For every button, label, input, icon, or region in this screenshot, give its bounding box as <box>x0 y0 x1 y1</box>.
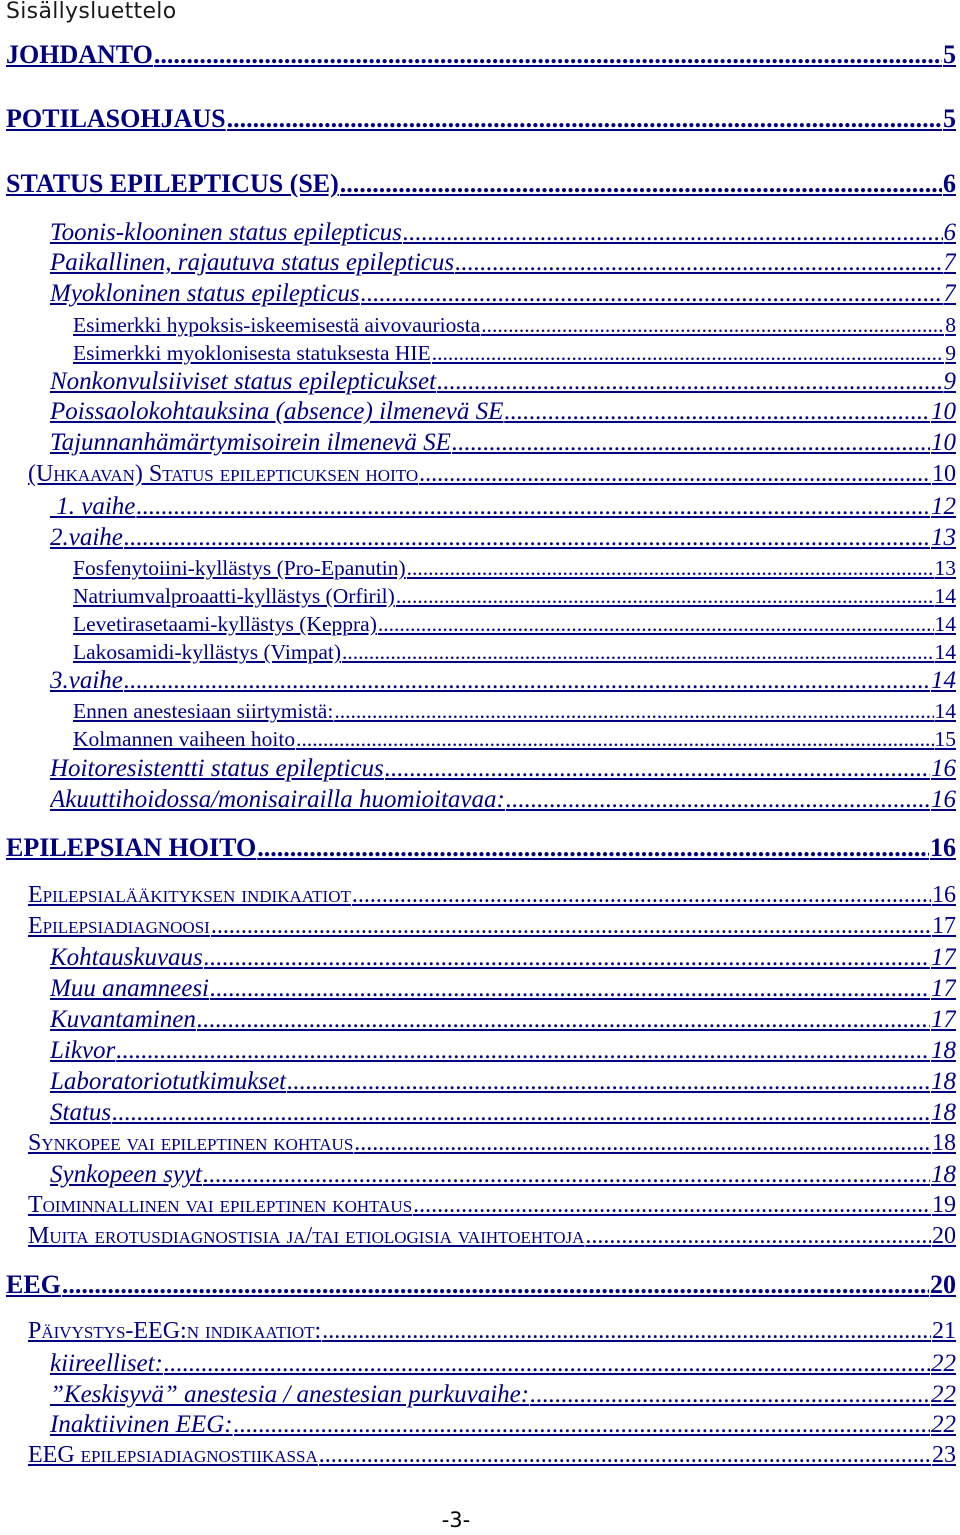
toc-leader-dots <box>334 699 933 724</box>
toc-entry-text: STATUS EPILEPTICUS (SE) <box>6 169 339 198</box>
toc-entry-text: Esimerkki hypoksis-iskeemisestä aivovauriosta <box>73 313 481 337</box>
toc-entry-epilepsiadiagnoosi[interactable] <box>28 913 956 940</box>
toc-entry-text: Synkopee vai epileptinen kohtaus <box>28 1130 354 1156</box>
toc-leader-dots <box>403 219 943 247</box>
toc-leader-dots <box>432 341 945 366</box>
toc-entry-text: Levetirasetaami-kyllästys (Keppra) <box>73 612 377 636</box>
toc-entry-vaihe-2[interactable] <box>50 524 956 552</box>
toc-entry-text: Nonkonvulsiiviset status epilepticukset <box>50 368 437 395</box>
toc-entry-text: Kohtauskuvaus <box>50 944 203 971</box>
toc-entry-text: Tajunnanhämärtymisoirein ilmenevä SE <box>50 429 451 456</box>
toc-entry-text: Status <box>50 1099 112 1126</box>
toc-entry-text: Muita erotusdiagnostisia ja/tai etiologisia vaihtoehtoja <box>28 1223 585 1249</box>
toc-entry-potilasohjaus[interactable] <box>6 104 956 134</box>
toc-entry-text: 2.vaihe <box>50 524 123 551</box>
toc-page-number: 18 <box>931 1068 956 1095</box>
toc-entry-akuuttihoidossa[interactable] <box>50 786 956 814</box>
toc-entry-text: EEG <box>6 1270 61 1299</box>
toc-page-number: 21 <box>932 1318 956 1344</box>
toc-page-number: 17 <box>931 1006 956 1033</box>
toc-leader-dots <box>378 612 934 637</box>
toc-leader-dots <box>116 1037 930 1065</box>
toc-entry-text: Kuvantaminen <box>50 1006 196 1033</box>
toc-leader-dots <box>407 556 934 581</box>
toc-page-number: 20 <box>932 1223 956 1249</box>
toc-leader-dots <box>437 368 942 396</box>
toc-leader-dots <box>322 1318 931 1345</box>
toc-leader-dots <box>481 313 944 338</box>
toc-entry-esimerkki-hie[interactable] <box>73 341 956 366</box>
toc-leader-dots <box>455 249 942 277</box>
toc-page-number: 20 <box>930 1270 956 1299</box>
toc-entry-text: Muu anamneesi <box>50 975 209 1002</box>
toc-page-number: 14 <box>934 699 956 723</box>
toc-page-number: 8 <box>945 313 956 337</box>
toc-page-number: 22 <box>931 1381 956 1408</box>
toc-entry-paikallinen[interactable] <box>50 249 956 277</box>
toc-leader-dots <box>396 584 934 609</box>
toc-page-number: 7 <box>943 249 956 276</box>
toc-entry-text: Päivystys-EEG:n indikaatiot: <box>28 1318 322 1344</box>
toc-entry-toonis-klooninen[interactable] <box>50 219 956 247</box>
toc-page-number: 10 <box>931 429 956 456</box>
toc-entry-text: Paikallinen, rajautuva status epilepticus <box>50 249 455 276</box>
toc-entry-text: Natriumvalproaatti-kyllästys (Orfiril) <box>73 584 395 608</box>
toc-leader-dots <box>352 882 931 909</box>
toc-leader-dots <box>340 169 942 199</box>
toc-entry-text: kiireelliset: <box>50 1350 163 1377</box>
toc-leader-dots <box>227 104 942 134</box>
toc-page-number: 18 <box>931 1037 956 1064</box>
toc-page-number: 23 <box>932 1442 956 1468</box>
toc-entry-text: Toonis-klooninen status epilepticus <box>50 219 402 246</box>
toc-page-number: 18 <box>931 1161 956 1188</box>
toc-entry-text: Myokloninen status epilepticus <box>50 280 360 307</box>
toc-entry-text: Hoitoresistentti status epilepticus <box>50 755 384 782</box>
toc-leader-dots <box>319 1442 931 1469</box>
toc-entry-text: Laboratoriotutkimukset <box>50 1068 287 1095</box>
toc-entry-kohtauskuvaus[interactable] <box>50 944 956 972</box>
toc-page-number: 6 <box>943 219 956 246</box>
toc-entry-synkopeen-syyt[interactable] <box>50 1161 956 1189</box>
toc-entry-toiminnallinen[interactable] <box>28 1192 956 1219</box>
toc-entry-text: 3.vaihe <box>50 667 123 694</box>
toc-entry-poissaolo[interactable] <box>50 398 956 426</box>
toc-leader-dots <box>385 755 930 783</box>
toc-page-number: 18 <box>931 1099 956 1126</box>
toc-leader-dots <box>354 1130 931 1157</box>
toc-page-number: 10 <box>931 398 956 425</box>
toc-entry-text: Akuuttihoidossa/monisairailla huomioitavaa: <box>50 786 505 813</box>
toc-page-number: 6 <box>943 169 956 198</box>
toc-entry-inaktiivinen-eeg[interactable] <box>50 1411 956 1439</box>
page-number: -3- <box>441 1508 471 1532</box>
toc-page-number: 15 <box>934 727 956 751</box>
toc-page-number: 16 <box>930 833 956 862</box>
toc-leader-dots <box>124 667 930 695</box>
toc-entry-text: (Uhkaavan) Status epilepticuksen hoito <box>28 461 419 487</box>
toc-entry-status[interactable] <box>50 1099 956 1127</box>
toc-entry-vaihe-3[interactable] <box>50 667 956 695</box>
toc-entry-epilepsian-hoito[interactable] <box>6 833 956 863</box>
toc-entry-natriumvalproaatti[interactable] <box>73 584 956 609</box>
toc-entry-nonkonvulsiiviset[interactable] <box>50 368 956 396</box>
toc-entry-text: ”Keskisyvä” anestesia / anestesian purkuvaihe: <box>50 1381 530 1408</box>
toc-entry-kiireelliset[interactable] <box>50 1350 956 1378</box>
toc-entry-status-epilepticus[interactable] <box>6 169 956 199</box>
toc-leader-dots <box>136 493 930 521</box>
toc-leader-dots <box>419 461 931 488</box>
toc-leader-dots <box>154 40 942 70</box>
toc-entry-synkopee[interactable] <box>28 1130 956 1157</box>
toc-leader-dots <box>361 280 943 308</box>
toc-entry-tajunnanhamartymis[interactable] <box>50 429 956 457</box>
toc-leader-dots <box>504 398 930 426</box>
toc-page-number: 13 <box>931 524 956 551</box>
toc-entry-text: Lakosamidi-kyllästys (Vimpat) <box>73 640 342 664</box>
toc-entry-keskisyva-anestesia[interactable] <box>50 1381 956 1409</box>
toc-entry-text: EPILEPSIAN HOITO <box>6 833 257 862</box>
toc-page-number: 10 <box>932 461 956 487</box>
toc-page-number: 12 <box>931 493 956 520</box>
toc-page-number: 7 <box>943 280 956 307</box>
toc-entry-kuvantaminen[interactable] <box>50 1006 956 1034</box>
toc-entry-eeg[interactable] <box>6 1270 956 1300</box>
toc-page-number: 16 <box>931 755 956 782</box>
toc-page-number: 14 <box>934 584 956 608</box>
toc-entry-laboratoriotutkimukset[interactable] <box>50 1068 956 1096</box>
toc-entry-text: Poissaolokohtauksina (absence) ilmenevä SE <box>50 398 504 425</box>
toc-entry-paivystys-eeg[interactable] <box>28 1318 956 1345</box>
toc-leader-dots <box>204 944 930 972</box>
toc-entry-hoito[interactable] <box>28 461 956 488</box>
toc-entry-kolmannen-vaiheen[interactable] <box>73 727 956 752</box>
toc-leader-dots <box>62 1270 929 1300</box>
toc-leader-dots <box>112 1099 930 1127</box>
toc-page-number: 17 <box>931 944 956 971</box>
toc-entry-text: JOHDANTO <box>6 40 153 69</box>
toc-page-number: 9 <box>943 368 956 395</box>
toc-entry-text: Fosfenytoiini-kyllästys (Pro-Epanutin) <box>73 556 406 580</box>
toc-leader-dots <box>530 1381 930 1409</box>
toc-entry-text: Synkopeen syyt <box>50 1161 203 1188</box>
toc-leader-dots <box>124 524 930 552</box>
toc-entry-text: Likvor <box>50 1037 116 1064</box>
toc-entry-lakosamidi[interactable] <box>73 640 956 665</box>
toc-entry-text: Toiminnallinen vai epileptinen kohtaus <box>28 1192 413 1218</box>
toc-entry-text: Epilepsiadiagnoosi <box>28 913 210 939</box>
toc-entry-text: POTILASOHJAUS <box>6 104 226 133</box>
toc-entry-text: Inaktiivinen EEG: <box>50 1411 233 1438</box>
toc-page-number: 5 <box>943 104 956 133</box>
toc-leader-dots <box>211 913 931 940</box>
toc-page-number: 22 <box>931 1350 956 1377</box>
toc-page-number: 5 <box>943 40 956 69</box>
toc-leader-dots <box>257 833 929 863</box>
toc-entry-text: Esimerkki myoklonisesta statuksesta HIE <box>73 341 431 365</box>
toc-entry-text: Ennen anestesiaan siirtymistä: <box>73 699 334 723</box>
toc-entry-likvor[interactable] <box>50 1037 956 1065</box>
toc-entry-erotusdiagnostisia[interactable] <box>28 1223 956 1250</box>
toc-leader-dots <box>296 727 933 752</box>
toc-leader-dots <box>287 1068 930 1096</box>
toc-leader-dots <box>210 975 930 1003</box>
toc-entry-laakityksen-indikaatiot[interactable] <box>28 882 956 909</box>
toc-page-number: 19 <box>932 1192 956 1218</box>
toc-leader-dots <box>413 1192 931 1219</box>
toc-entry-text: EEG epilepsiadiagnostiikassa <box>28 1442 318 1468</box>
toc-entry-muu-anamneesi[interactable] <box>50 975 956 1003</box>
toc-page-number: 9 <box>945 341 956 365</box>
toc-leader-dots <box>342 640 933 665</box>
toc-page-number: 17 <box>931 975 956 1002</box>
toc-leader-dots <box>452 429 930 457</box>
toc-leader-dots <box>203 1161 930 1189</box>
toc-leader-dots <box>506 786 930 814</box>
toc-page-number: 14 <box>934 612 956 636</box>
toc-entry-eeg-epilepsiadiagnostiikassa[interactable] <box>28 1442 956 1469</box>
toc-leader-dots <box>585 1223 931 1250</box>
toc-entry-hoitoresistentti[interactable] <box>50 755 956 783</box>
toc-page-number: 16 <box>932 882 956 908</box>
toc-page-number: 16 <box>931 786 956 813</box>
toc-entry-vaihe-1[interactable] <box>50 493 956 521</box>
document-title: Sisällysluettelo <box>6 0 177 24</box>
toc-page-number: 17 <box>932 913 956 939</box>
toc-leader-dots <box>164 1350 930 1378</box>
toc-entry-esimerkki-hypoksis[interactable] <box>73 313 956 338</box>
toc-leader-dots <box>234 1411 930 1439</box>
toc-entry-johdanto[interactable] <box>6 40 956 70</box>
toc-entry-myokloninen[interactable] <box>50 280 956 308</box>
toc-page-number: 18 <box>932 1130 956 1156</box>
toc-page-number: 13 <box>934 556 956 580</box>
toc-entry-text: Epilepsialääkityksen indikaatiot <box>28 882 351 908</box>
toc-entry-ennen-anestesiaan[interactable] <box>73 699 956 724</box>
toc-entry-text: Kolmannen vaiheen hoito <box>73 727 296 751</box>
toc-entry-fosfenytoiini[interactable] <box>73 556 956 581</box>
toc-leader-dots <box>197 1006 930 1034</box>
toc-page-number: 14 <box>934 640 956 664</box>
toc-page-number: 14 <box>931 667 956 694</box>
toc-entry-text: 1. vaihe <box>50 493 136 520</box>
toc-page-number: 22 <box>931 1411 956 1438</box>
toc-entry-levetirasetaami[interactable] <box>73 612 956 637</box>
